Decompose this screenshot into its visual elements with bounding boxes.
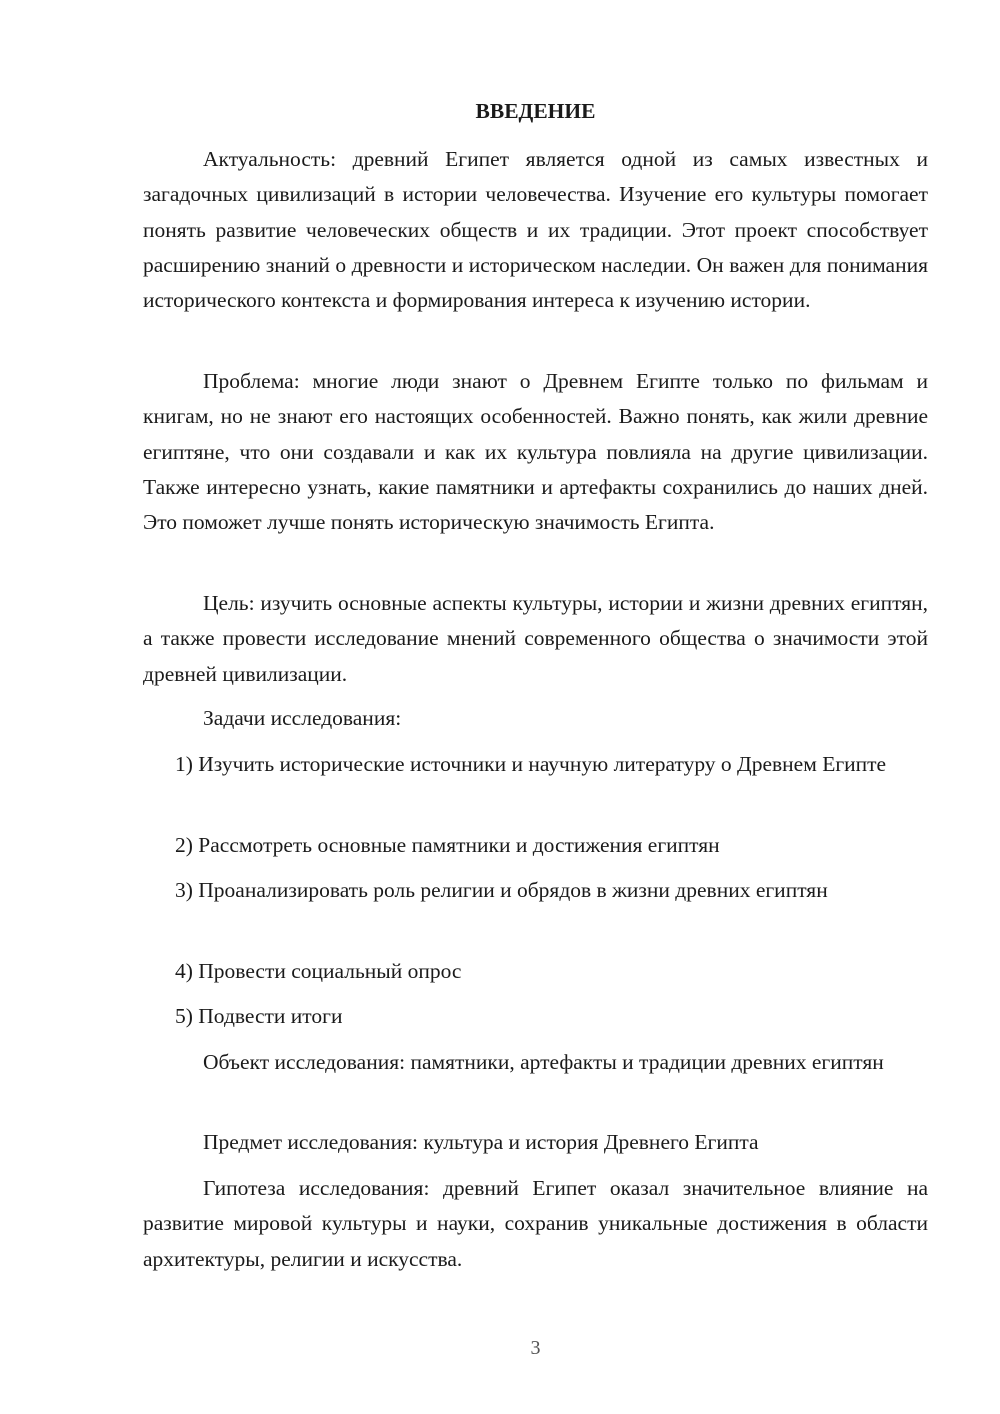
task-item-5: 5) Подвести итоги (175, 1004, 343, 1028)
task-item-2: 2) Рассмотреть основные памятники и достижения египтян (175, 833, 720, 857)
goal-paragraph: Цель: изучить основные аспекты культуры, истории и жизни древних египтян, а также провести исследование мнений современного общества о значимости этой древней цивилизации. (143, 591, 928, 686)
object-paragraph: Объект исследования: памятники, артефакты и традиции древних египтян (203, 1050, 884, 1074)
relevance-paragraph: Актуальность: древний Египет является одной из самых известных и загадочных цивилизаций в истории человечества. Изучение его культуры помогает понять развитие человеческих обществ и их традиции. Этот проект способствует расширению знаний о древности и историческом наследии. Он важен для понимания исторического контекста и формирования интереса к изучению истории. (143, 147, 928, 313)
task-item-1: 1) Изучить исторические источники и научную литературу о Древнем Египте (175, 752, 887, 776)
tasks-heading: Задачи исследования: (203, 706, 402, 730)
task-item-4: 4) Провести социальный опрос (175, 959, 462, 983)
section-title: ВВЕДЕНИЕ (475, 99, 596, 123)
hypothesis-paragraph: Гипотеза исследования: древний Египет оказал значительное влияние на развитие мировой культуры и науки, сохранив уникальные достижения в области архитектуры, религии и искусства. (143, 1176, 928, 1271)
subject-paragraph: Предмет исследования: культура и история Древнего Египта (203, 1130, 759, 1154)
page-number: 3 (530, 1337, 541, 1359)
task-item-3: 3) Проанализировать роль религии и обрядов в жизни древних египтян (175, 878, 828, 902)
problem-paragraph: Проблема: многие люди знают о Древнем Египте только по фильмам и книгам, но не знают его настоящих особенностей. Важно понять, как жили древние египтяне, что они создавали и как их культура повлияла на другие цивилизации. Также интересно узнать, какие памятники и артефакты сохранились до наших дней. Это поможет лучше понять историческую значимость Египта. (143, 369, 928, 535)
